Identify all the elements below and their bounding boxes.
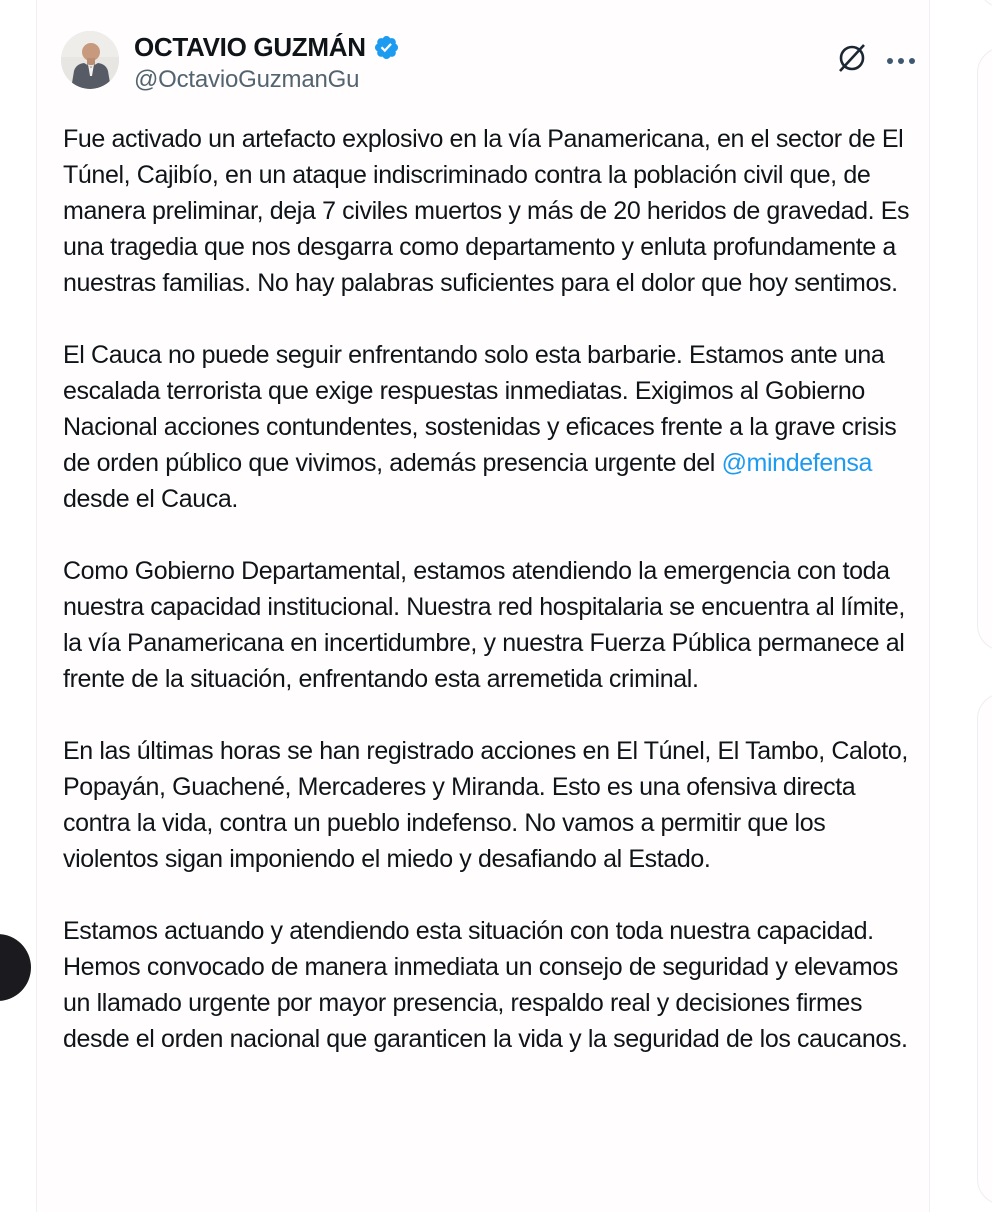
grok-button[interactable] [835, 40, 869, 76]
paragraph-2-text: El Cauca no puede seguir enfrentando solo esta barbarie. Estamos ante una escalada terrorista que exige respuestas inmediatas. Exigimos al Gobierno Nacional acciones contundentes, sostenidas y eficaces frente a la grave crisis de orden público que vivimos, además presencia urgente del [63, 341, 897, 477]
paragraph-5: Estamos actuando y atendiendo esta situación con toda nuestra capacidad. Hemos convocado de manera inmediata un consejo de seguridad y elevamos un llamado urgente por mayor presencia, respaldo real y decisiones firmes desde el orden nacional que garanticen la vida y la seguridad de los caucanos. [63, 917, 908, 1053]
ellipsis-icon [887, 58, 893, 64]
tweet-card [36, 0, 930, 1212]
paragraph-3: Como Gobierno Departamental, estamos atendiendo la emergencia con toda nuestra capacidad institucional. Nuestra red hospitalaria se encuentra al límite, la vía Panamericana en incertidumbre, y nuestra Fuerza Pública permanece al frente de la situación, enfrentando esta arremetida criminal. [63, 557, 905, 693]
header-actions [835, 31, 915, 76]
paragraph-1: Fue activado un artefacto explosivo en la vía Panamericana, en el sector de El Túnel, Cajibío, en un ataque indiscriminado contra la población civil que, de manera preliminar, deja 7 civiles muertos y más de 20 heridos de gravedad. Es una tragedia que nos desgarra como departamento y enluta profundamente a nuestras familias. No hay palabras suficientes para el dolor que hoy sentimos. [63, 125, 910, 297]
right-rail-card-bottom [977, 693, 992, 1205]
tweet-header [61, 31, 915, 94]
paragraph-2-text-end: desde el Cauca. [63, 485, 238, 513]
paragraph-2 [63, 337, 923, 517]
cutoff-floating-circle [0, 934, 31, 1001]
avatar-image [61, 31, 119, 89]
right-rail-card-top [977, 0, 992, 8]
verified-badge-icon [373, 34, 400, 61]
more-button[interactable] [887, 52, 915, 64]
avatar[interactable] [61, 31, 119, 89]
grok-icon [835, 40, 869, 76]
paragraph-4: En las últimas horas se han registrado acciones en El Túnel, El Tambo, Caloto, Popayán, Guachené, Mercaderes y Miranda. Esto es una ofensiva directa contra la vida, contra un pueblo indefenso. No vamos a permitir que los violentos sigan imponiendo el miedo y desafiando al Estado. [63, 737, 908, 873]
mention-link-mindefensa[interactable]: @mindefensa [721, 449, 873, 477]
tweet-text [63, 121, 923, 1093]
author-name[interactable]: OCTAVIO GUZMÁN [134, 32, 366, 62]
right-rail-card-middle [977, 47, 992, 651]
author-block[interactable] [134, 31, 400, 94]
author-handle[interactable]: @OctavioGuzmanGu [134, 66, 360, 93]
